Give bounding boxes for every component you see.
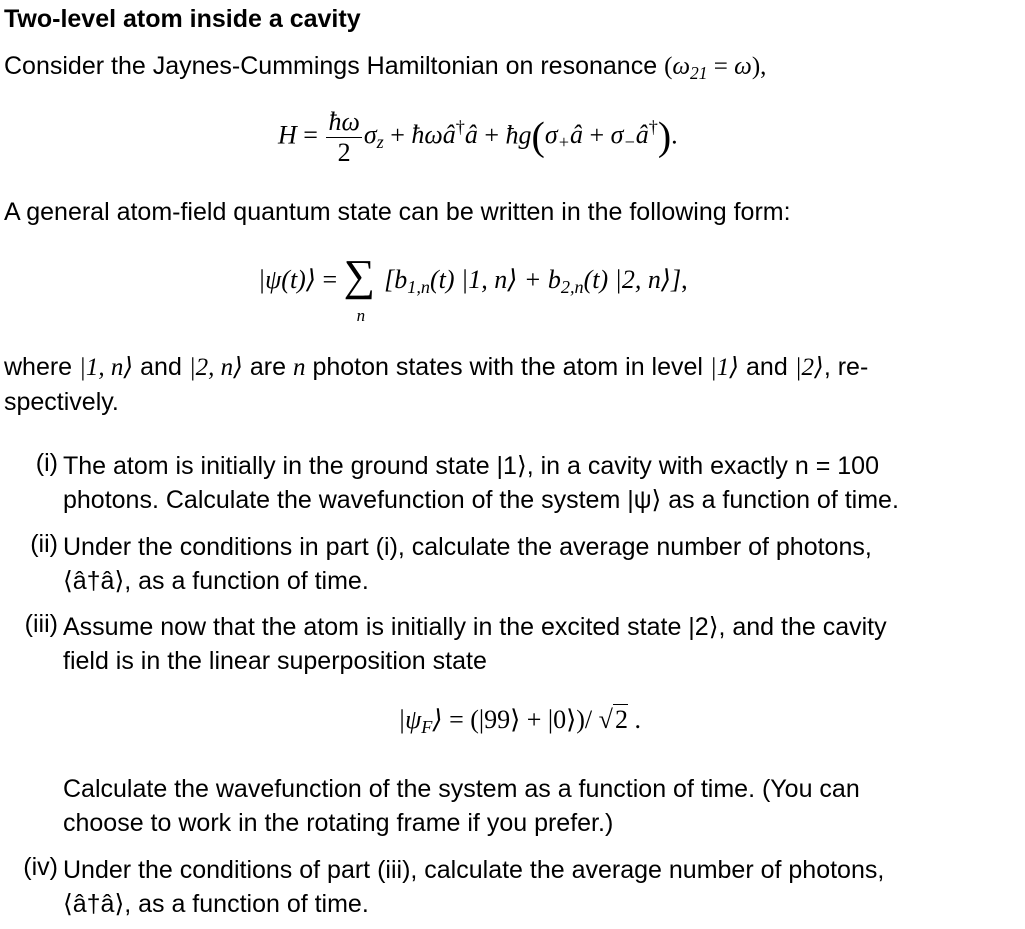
part-iii-line3: Calculate the wavefunction of the system as a function of time. (You can	[63, 775, 860, 803]
part-iv-line1: Under the conditions of part (iii), calculate the average number of photons,	[63, 856, 885, 884]
part-iv-line2: ⟨â†â⟩, as a function of time.	[63, 890, 369, 918]
part-label: (i)	[35, 449, 58, 477]
part-label: (iii)	[24, 610, 58, 638]
general-state-equation: |ψ(t)⟩ = ∑ n [$b_{1,n}(t)$ |1, n⟩ + $b_{2,n}(t)$ |2, n⟩],	[258, 251, 688, 325]
problem-title: Two-level atom inside a cavity	[4, 5, 361, 33]
intro-text: Consider the Jaynes-Cummings Hamiltonian on resonance	[4, 52, 658, 80]
part-iii-line2: field is in the linear superposition state	[63, 647, 487, 675]
part-ii-line1: Under the conditions in part (i), calculate the average number of photons,	[63, 533, 872, 561]
intro-paragraph	[4, 52, 766, 81]
superposition-state-equation: $|\psi_F⟩$ = (|99⟩ + |0⟩)/ √2 .	[398, 705, 641, 738]
resonance-condition: $(\omega_{21} = \omega)$,	[664, 53, 767, 83]
part-label: (iv)	[23, 853, 58, 881]
part-i-line1: The atom is initially in the ground state |1⟩, in a cavity with exactly n = 100	[63, 452, 879, 480]
part-iii-line1: Assume now that the atom is initially in the excited state |2⟩, and the cavity	[63, 613, 887, 641]
part-iii-line4: choose to work in the rotating frame if you prefer.)	[63, 809, 614, 837]
state-intro: A general atom-field quantum state can be written in the following form:	[4, 198, 791, 226]
where-paragraph: where |1, n⟩ and |2, n⟩ are n photon states with the atom in level |1⟩ and |2⟩, re- spectively.	[4, 353, 869, 416]
hamiltonian-equation: H = $\frac{ħ\omega}{2}$ $\sigma_z$ + ħωâ†â + $ħg(\sigma_+â$ + $\sigma_-â^\dagger$).	[278, 107, 678, 167]
part-label: (ii)	[30, 530, 58, 558]
part-i-line2: photons. Calculate the wavefunction of the system |ψ⟩ as a function of time.	[63, 486, 899, 514]
part-ii-line2: ⟨â†â⟩, as a function of time.	[63, 567, 369, 595]
